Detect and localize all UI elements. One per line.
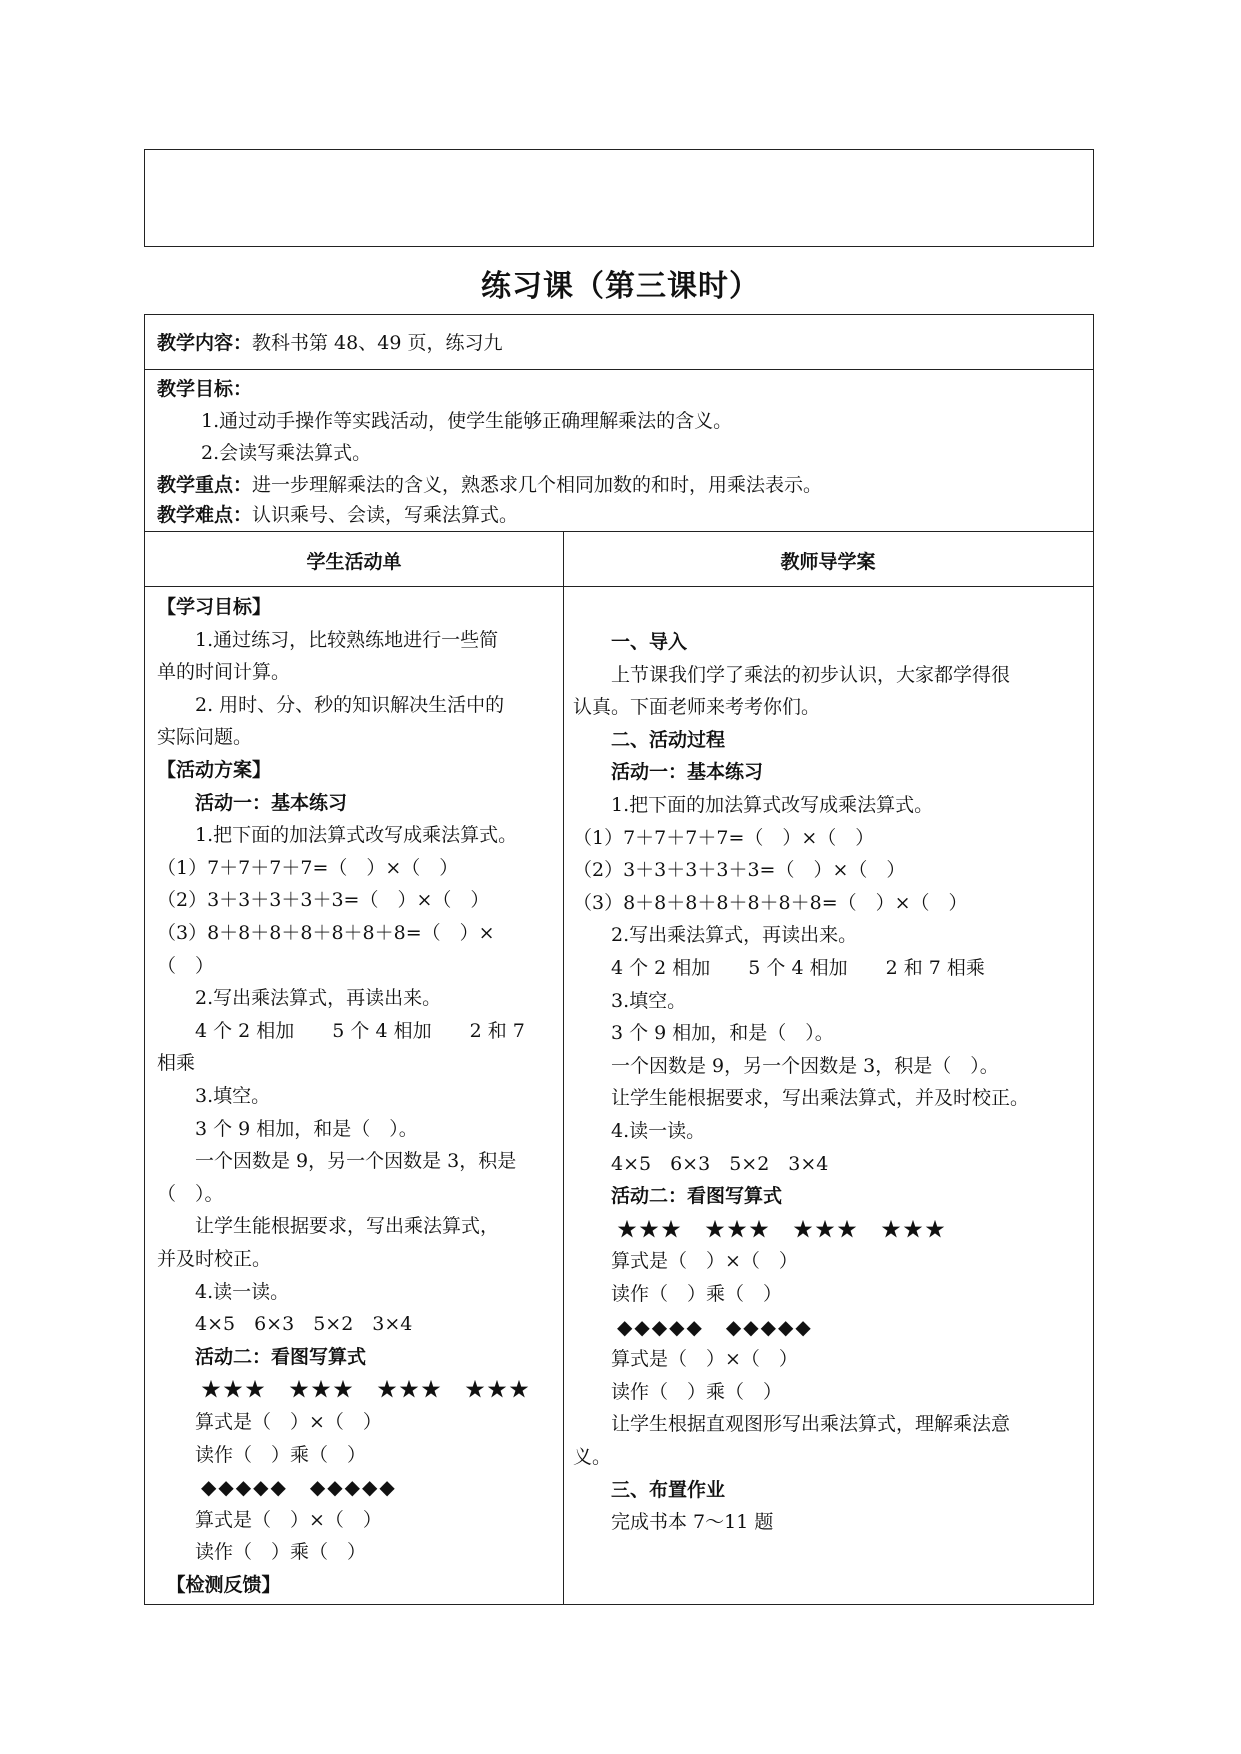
text-line: 活动一：基本练习 [573, 761, 764, 784]
text-line: 认真。下面老师来考考你们。 [573, 696, 821, 719]
text-line: 3 个 9 相加，和是（ ）。 [157, 1117, 418, 1140]
text-line: （ ） [157, 954, 215, 977]
page-title: 练习课（第三课时） [481, 269, 760, 304]
text-line: 并及时校正。 [157, 1248, 272, 1270]
goals-label: 教学目标： [157, 378, 253, 400]
text-line: （1）7＋7＋7＋7=（ ）×（ ） [573, 826, 875, 849]
text-line: 4.读一读。 [573, 1120, 706, 1142]
text-line: 3.填空。 [573, 989, 687, 1012]
text-line: ◆◆◆◆◆ ◆◆◆◆◆ [157, 1475, 397, 1500]
text-line: 3 个 9 相加，和是（ ）。 [573, 1022, 834, 1045]
text-line: 4×5 6×3 5×2 3×4 [157, 1313, 413, 1336]
text-line: 4×5 6×3 5×2 3×4 [573, 1152, 829, 1175]
text-line: 让学生能根据要求，写出乘法算式， [157, 1215, 500, 1238]
text-line: ★★★ ★★★ ★★★ ★★★ [157, 1377, 531, 1402]
text-line: 读作（ ）乘（ ） [573, 1380, 783, 1403]
text-line: 三、布置作业 [573, 1478, 726, 1501]
text-line: 3.填空。 [157, 1085, 271, 1107]
teacher-guide-header: 教师导学案 [780, 551, 876, 573]
header-blank-box [144, 149, 1094, 247]
text-line: 2.写出乘法算式，再读出来。 [573, 924, 858, 947]
goal-1: 1.通过动手操作等实践活动，使学生能够正确理解乘法的含义。 [201, 410, 733, 432]
content-label: 教学内容： [157, 332, 253, 354]
text-line: 【活动方案】 [157, 759, 272, 781]
text-line: （2）3＋3＋3＋3＋3=（ ）×（ ） [157, 889, 490, 912]
key-point-text: 进一步理解乘法的含义，熟悉求几个相同加数的和时，用乘法表示。 [252, 474, 823, 496]
column-divider [563, 531, 564, 1604]
text-line: 一个因数是 9，另一个因数是 3，积是 [157, 1150, 517, 1173]
text-line: 算式是（ ）×（ ） [157, 1411, 382, 1433]
text-line: 4 个 2 相加 5 个 4 相加 2 和 7 相乘 [573, 957, 985, 979]
text-line: 算式是（ ）×（ ） [573, 1250, 798, 1273]
text-line: 4 个 2 相加 5 个 4 相加 2 和 7 [157, 1019, 525, 1042]
text-line: 4.读一读。 [157, 1280, 290, 1303]
text-line: （1）7＋7＋7＋7=（ ）×（ ） [157, 856, 459, 879]
row-divider [145, 586, 1093, 587]
content-row [157, 331, 502, 355]
text-line: （3）8＋8＋8＋8＋8＋8＋8=（ ）×（ ） [573, 891, 968, 914]
student-activity-header: 学生活动单 [306, 551, 402, 573]
text-line: 2.写出乘法算式，再读出来。 [157, 987, 442, 1010]
key-point-label: 教学重点： [157, 474, 253, 496]
key-point-row [157, 473, 822, 497]
text-line: ◆◆◆◆◆ ◆◆◆◆◆ [573, 1314, 813, 1339]
content-text: 教科书第 48、49 页，练习九 [252, 332, 503, 354]
text-line: 活动一：基本练习 [157, 791, 348, 814]
text-line: 一个因数是 9，另一个因数是 3，积是（ ）。 [573, 1054, 999, 1077]
text-line: 活动二：看图写算式 [573, 1185, 783, 1208]
text-line: 读作（ ）乘（ ） [573, 1283, 783, 1305]
text-line: 相乘 [157, 1052, 196, 1075]
text-line: 【检测反馈】 [157, 1574, 281, 1596]
text-line: 读作（ ）乘（ ） [157, 1443, 367, 1466]
text-line: 2. 用时、分、秒的知识解决生活中的 [157, 693, 505, 716]
text-line: 【学习目标】 [157, 596, 272, 618]
text-line: 完成书本 7～11 题 [573, 1511, 774, 1534]
text-line: 算式是（ ）×（ ） [573, 1348, 798, 1371]
text-line: 一、导入 [573, 631, 688, 653]
goal-2: 2.会读写乘法算式。 [201, 442, 372, 464]
text-line: 实际问题。 [157, 726, 253, 749]
difficulty-row [157, 503, 518, 527]
text-line: 算式是（ ）×（ ） [157, 1508, 382, 1531]
text-line: 二、活动过程 [573, 728, 726, 751]
text-line: 1.把下面的加法算式改写成乘法算式。 [157, 824, 518, 847]
text-line: 义。 [573, 1446, 612, 1468]
row-divider [145, 531, 1093, 532]
text-line: 1.把下面的加法算式改写成乘法算式。 [573, 794, 934, 816]
row-divider [145, 369, 1093, 370]
text-line: 让学生能根据要求，写出乘法算式，并及时校正。 [573, 1087, 1030, 1110]
text-line: （3）8＋8＋8＋8＋8＋8＋8=（ ）× [157, 922, 495, 944]
text-line: 单的时间计算。 [157, 661, 291, 684]
difficulty-text: 认识乘号、会读，写乘法算式。 [252, 504, 519, 526]
text-line: 上节课我们学了乘法的初步认识，大家都学得很 [573, 663, 1011, 686]
text-line: ★★★ ★★★ ★★★ ★★★ [573, 1216, 947, 1241]
text-line: （2）3＋3＋3＋3＋3=（ ）×（ ） [573, 859, 906, 882]
difficulty-label: 教学难点： [157, 504, 253, 526]
text-line: 活动二：看图写算式 [157, 1345, 367, 1368]
text-line: 1.通过练习，比较熟练地进行一些简 [157, 628, 499, 651]
text-line: （ ）。 [157, 1182, 224, 1205]
text-line: 读作（ ）乘（ ） [157, 1541, 367, 1564]
text-line: 让学生根据直观图形写出乘法算式，理解乘法意 [573, 1413, 1011, 1436]
lesson-table [144, 314, 1094, 1605]
